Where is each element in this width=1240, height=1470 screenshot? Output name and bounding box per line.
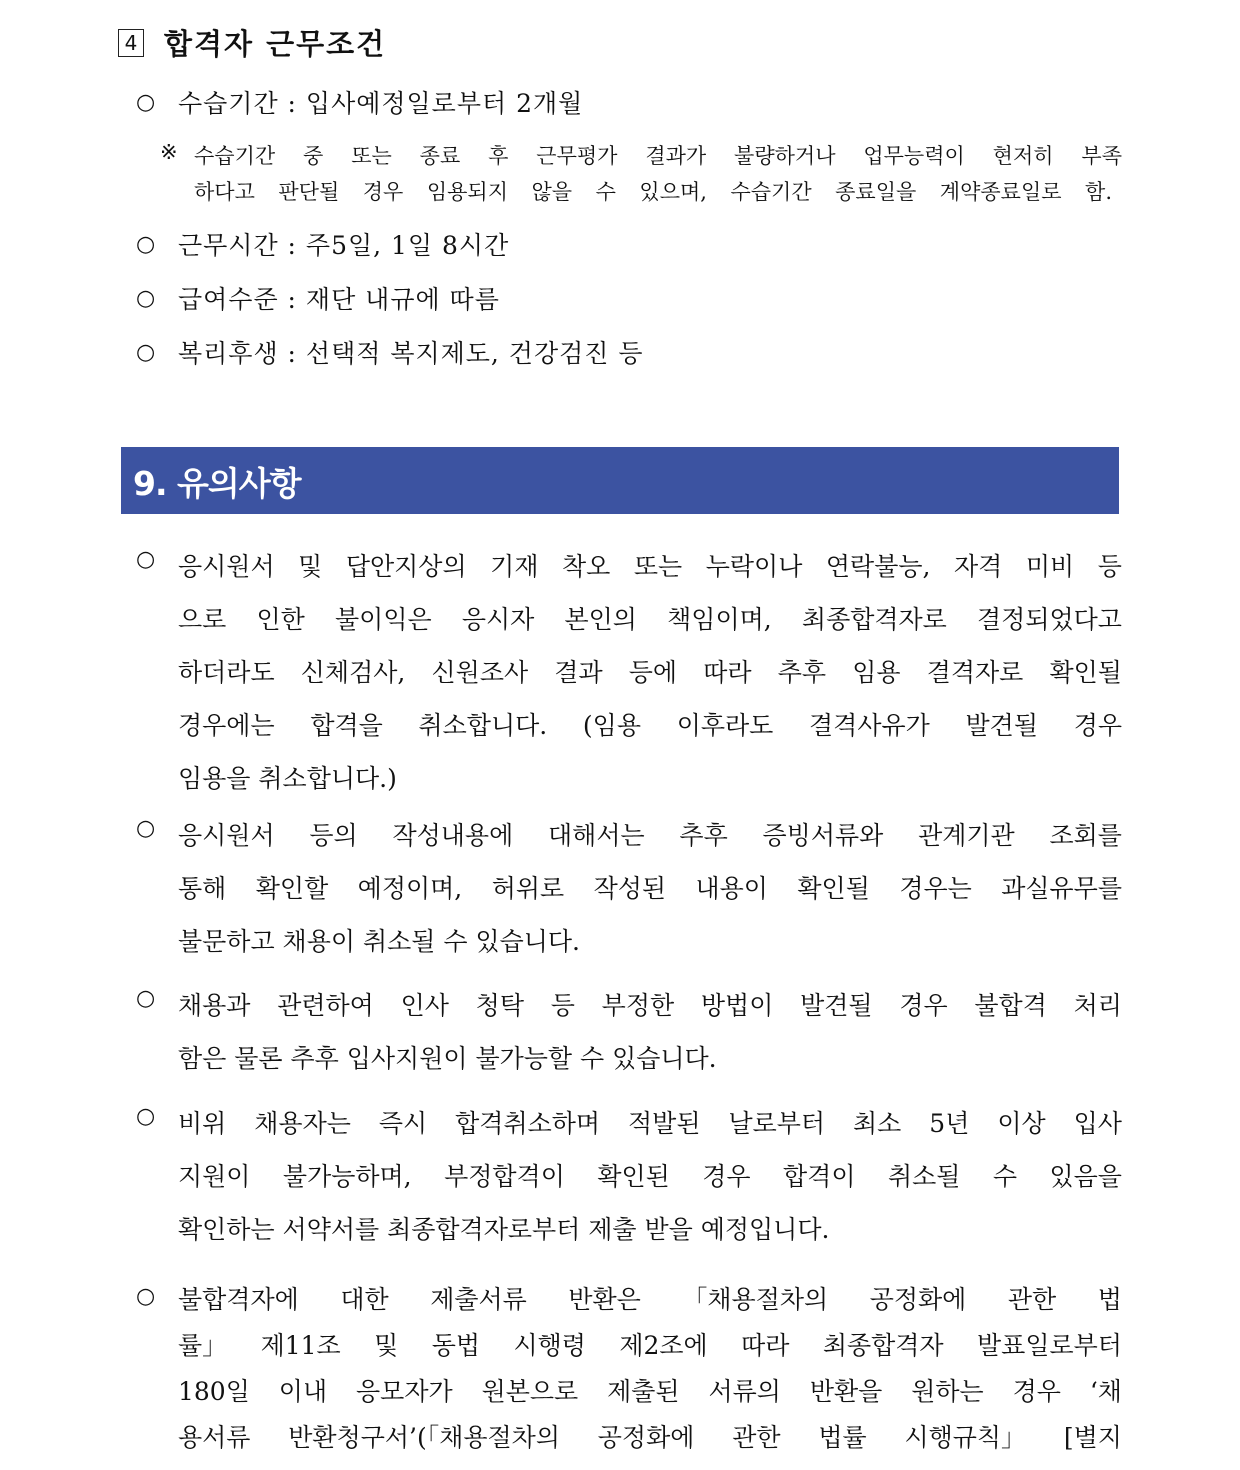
bullet-icon: ○ [136,232,156,257]
notice-line: 지원이 불가능하며, 부정합격이 확인된 경우 합격이 취소될 수 있음을 [178,1162,1122,1191]
bullet-icon: ○ [136,90,156,115]
notice-paragraph-2 [178,809,1122,968]
notice-line: 임용을 취소합니다.) [178,764,397,793]
notice-line: 채용과 관련하여 인사 청탁 등 부정한 방법이 발견될 경우 불합격 처리 [178,991,1122,1020]
notice-line: 함은 물론 추후 입사지원이 불가능할 수 있습니다. [178,1044,717,1073]
notice-line: 응시원서 및 답안지상의 기재 착오 또는 누락이나 연락불능, 자격 미비 등 [178,552,1122,581]
bullet-icon: ○ [136,816,156,841]
section-title: 9. 유의사항 [133,464,301,503]
condition-salary: 급여수준 : 재단 내규에 따름 [178,285,500,314]
condition-welfare: 복리후생 : 선택적 복지제도, 건강검진 등 [178,339,644,368]
notice-line: 으로 인한 불이익은 응시자 본인의 책임이며, 최종합격자로 결정되었다고 [178,605,1122,634]
bullet-icon: ○ [136,340,156,365]
notice-line: 통해 확인할 예정이며, 허위로 작성된 내용이 확인될 경우는 과실유무를 [178,874,1122,903]
note-line-2: 하다고 판단될 경우 임용되지 않을 수 있으며, 수습기간 종료일을 계약종료일로 함. [194,180,1112,204]
notice-paragraph-1 [178,540,1122,805]
notice-line: 경우에는 합격을 취소합니다. (임용 이후라도 결격사유가 발견될 경우 [178,711,1122,740]
bullet-icon: ○ [136,1284,156,1309]
notice-line: 용서류 반환청구서’(「채용절차의 공정화에 관한 법률 시행규칙」 [별지 [178,1423,1122,1452]
sub-heading-title: 합격자 근무조건 [164,27,387,61]
notice-paragraph-4 [178,1097,1122,1256]
notice-line: 180일 이내 응모자가 원본으로 제출된 서류의 반환을 원하는 경우 ‘채 [178,1377,1122,1406]
boxed-number: 4 [118,29,144,57]
notice-line: 확인하는 서약서를 최종합격자로부터 제출 받을 예정입니다. [178,1215,830,1244]
condition-hours: 근무시간 : 주5일, 1일 8시간 [178,231,510,260]
sub-heading [118,22,386,63]
notice-line: 불문하고 채용이 취소될 수 있습니다. [178,927,580,956]
bullet-icon: ○ [136,286,156,311]
note-mark: ※ [160,140,178,164]
notice-paragraph-5 [178,1277,1122,1461]
notice-line: 하더라도 신체검사, 신원조사 결과 등에 따라 추후 임용 결격자로 확인될 [178,658,1122,687]
bullet-icon: ○ [136,1104,156,1129]
bullet-icon: ○ [136,986,156,1011]
condition-probation: 수습기간 : 입사예정일로부터 2개월 [178,89,584,118]
notice-paragraph-3 [178,979,1122,1085]
notice-line: 률」 제11조 및 동법 시행령 제2조에 따라 최종합격자 발표일로부터 [178,1331,1122,1360]
section-header-bar [121,447,1119,514]
note-line-1: 수습기간 중 또는 종료 후 근무평가 결과가 불량하거나 업무능력이 현저히 부족 [194,144,1122,168]
notice-line: 응시원서 등의 작성내용에 대해서는 추후 증빙서류와 관계기관 조회를 [178,821,1122,850]
bullet-icon: ○ [136,547,156,572]
notice-line: 불합격자에 대한 제출서류 반환은 「채용절차의 공정화에 관한 법 [178,1285,1122,1314]
notice-line: 비위 채용자는 즉시 합격취소하며 적발된 날로부터 최소 5년 이상 입사 [178,1109,1122,1138]
